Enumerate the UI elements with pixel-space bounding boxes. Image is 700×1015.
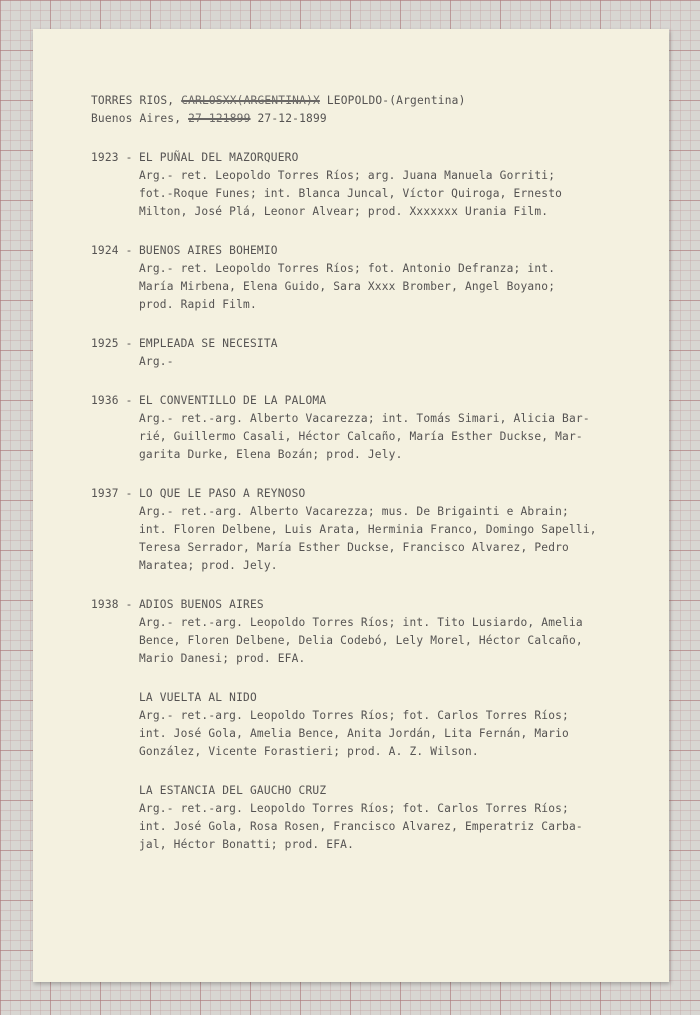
credit-line: Arg.- xyxy=(139,355,174,368)
credit-line: int. José Gola, Rosa Rosen, Francisco Alvarez, Emperatriz Carba- xyxy=(139,820,583,833)
credit-line: Arg.- ret. Leopoldo Torres Ríos; arg. Juana Manuela Gorriti; xyxy=(139,169,556,182)
credit-line: int. Floren Delbene, Luis Arata, Herminia Franco, Domingo Sapelli, xyxy=(139,523,597,536)
typed-filmography xyxy=(91,92,661,854)
film-entry xyxy=(91,335,661,371)
film-year: 1937 - xyxy=(91,487,133,500)
film-entry xyxy=(91,242,661,314)
credit-line: fot.-Roque Funes; int. Blanca Juncal, Víctor Quiroga, Ernesto xyxy=(139,187,563,200)
film-entry xyxy=(91,596,661,668)
film-entry xyxy=(91,149,661,221)
film-title: ADIOS BUENOS AIRES xyxy=(139,598,264,611)
header-birth-prefix: Buenos Aires, xyxy=(91,112,182,125)
credit-line: garita Durke, Elena Bozán; prod. Jely. xyxy=(139,448,403,461)
header-name-line xyxy=(91,92,661,110)
header-birth-line xyxy=(91,110,661,128)
film-credits xyxy=(139,260,661,314)
film-title: LO QUE LE PASO A REYNOSO xyxy=(139,487,306,500)
film-year: 1923 - xyxy=(91,151,133,164)
credit-line: Arg.- ret.-arg. Alberto Vacarezza; mus. De Brigainti e Abrain; xyxy=(139,505,569,518)
credit-line: Maratea; prod. Jely. xyxy=(139,559,278,572)
film-entry xyxy=(91,485,661,575)
filmography-list xyxy=(91,149,661,854)
film-year: 1938 - xyxy=(91,598,133,611)
header-name-struck: CARLOSXX(ARGENTINA)X xyxy=(181,94,320,107)
film-title: LA ESTANCIA DEL GAUCHO CRUZ xyxy=(139,784,327,797)
film-title: EMPLEADA SE NECESITA xyxy=(139,337,278,350)
film-credits xyxy=(139,410,661,464)
credit-line: María Mirbena, Elena Guido, Sara Xxxx Bromber, Angel Boyano; xyxy=(139,280,556,293)
credit-line: Arg.- ret.-arg. Leopoldo Torres Ríos; fot. Carlos Torres Ríos; xyxy=(139,802,569,815)
film-title: BUENOS AIRES BOHEMIO xyxy=(139,244,278,257)
credit-line: Arg.- ret.-arg. Leopoldo Torres Ríos; int. Tito Lusiardo, Amelia xyxy=(139,616,583,629)
film-title: EL CONVENTILLO DE LA PALOMA xyxy=(139,394,327,407)
credit-line: rié, Guillermo Casali, Héctor Calcaño, María Esther Duckse, Mar- xyxy=(139,430,583,443)
film-title: LA VUELTA AL NIDO xyxy=(139,691,257,704)
film-year: 1924 - xyxy=(91,244,133,257)
film-credits xyxy=(139,167,661,221)
credit-line: jal, Héctor Bonatti; prod. EFA. xyxy=(139,838,354,851)
credit-line: int. José Gola, Amelia Bence, Anita Jordán, Lita Fernán, Mario xyxy=(139,727,569,740)
credit-line: Arg.- ret.-arg. Leopoldo Torres Ríos; fot. Carlos Torres Ríos; xyxy=(139,709,569,722)
film-title: EL PUÑAL DEL MAZORQUERO xyxy=(139,151,299,164)
film-year: 1936 - xyxy=(91,394,133,407)
film-year: 1925 - xyxy=(91,337,133,350)
credit-line: González, Vicente Forastieri; prod. A. Z. Wilson. xyxy=(139,745,479,758)
film-entry xyxy=(91,392,661,464)
credit-line: Milton, José Plá, Leonor Alvear; prod. Xxxxxxx Urania Film. xyxy=(139,205,549,218)
credit-line: Teresa Serrador, María Esther Duckse, Francisco Alvarez, Pedro xyxy=(139,541,569,554)
credit-line: Arg.- ret.-arg. Alberto Vacarezza; int. Tomás Simari, Alicia Bar- xyxy=(139,412,590,425)
header-name-prefix: TORRES RIOS, xyxy=(91,94,175,107)
film-credits xyxy=(139,503,661,575)
film-credits xyxy=(139,353,661,371)
film-credits xyxy=(139,614,661,668)
film-entry xyxy=(91,689,661,761)
header-birth-struck: 27-121899 xyxy=(188,112,251,125)
film-credits xyxy=(139,800,661,854)
credit-line: Mario Danesi; prod. EFA. xyxy=(139,652,306,665)
film-entry xyxy=(91,782,661,854)
credit-line: Bence, Floren Delbene, Delia Codebó, Lely Morel, Héctor Calcaño, xyxy=(139,634,583,647)
header-name-suffix: LEOPOLDO-(Argentina) xyxy=(326,94,466,107)
credit-line: Arg.- ret. Leopoldo Torres Ríos; fot. Antonio Defranza; int. xyxy=(139,262,556,275)
header-birth-date: 27-12-1899 xyxy=(257,112,327,125)
credit-line: prod. Rapid Film. xyxy=(139,298,257,311)
film-credits xyxy=(139,707,661,761)
